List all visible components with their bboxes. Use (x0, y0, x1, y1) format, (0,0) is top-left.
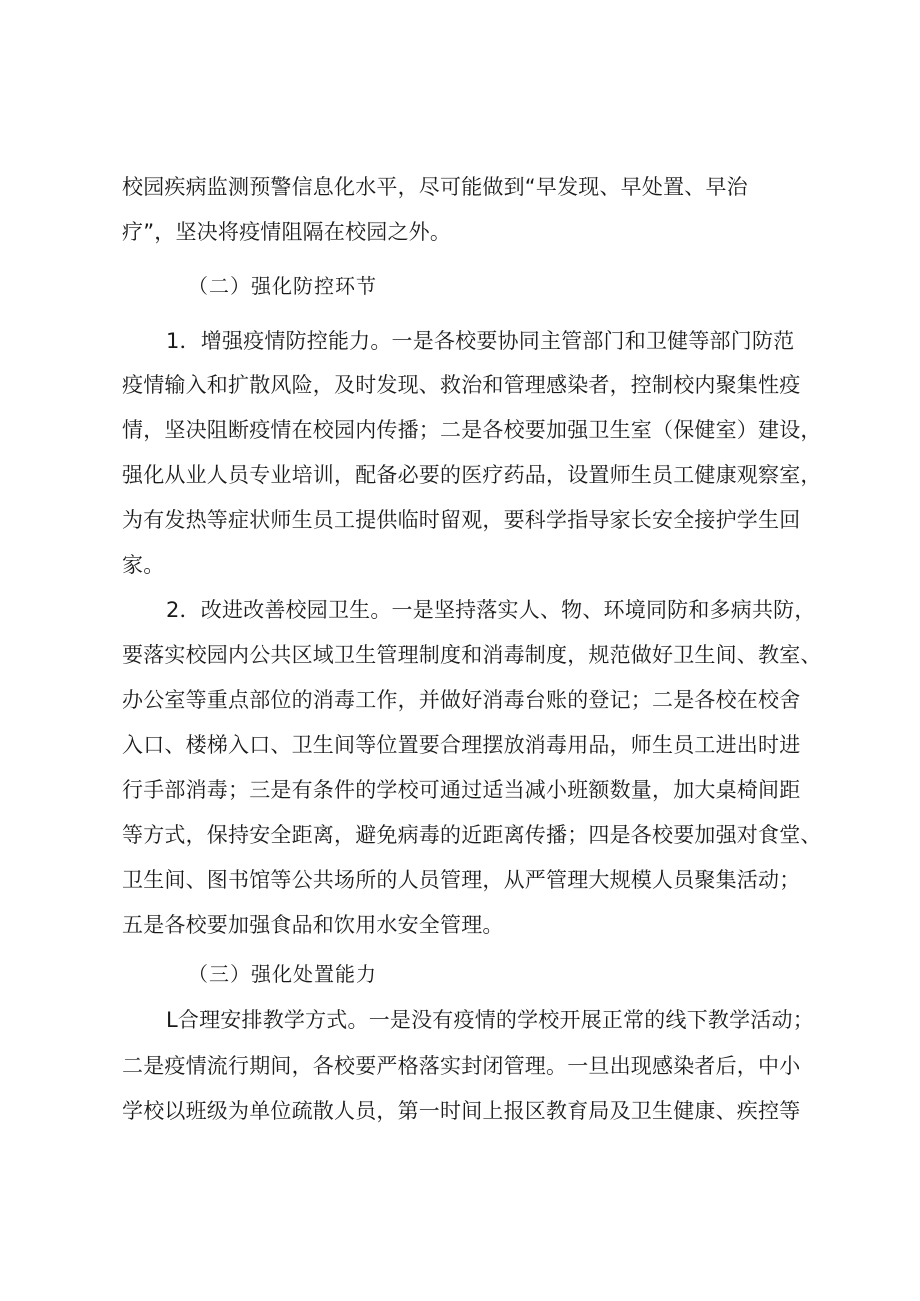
paragraph-line: 情，坚决阻断疫情在校园内传播；二是各校要加强卫生室（保健室）建设， (122, 418, 822, 442)
paragraph-line: 入口、楼梯入口、卫生间等位置要合理摆放消毒用品，师生员工进出时进 (122, 733, 801, 757)
paragraph-line: 1．增强疫情防控能力。一是各校要协同主管部门和卫健等部门防范 (166, 329, 795, 353)
paragraph-line: 家。 (122, 553, 165, 577)
paragraph-line: 强化从业人员专业培训，配备必要的医疗药品，设置师生员工健康观察室， (122, 463, 822, 487)
paragraph-line: 等方式，保持安全距离，避免病毒的近距离传播；四是各校要加强对食堂、 (122, 823, 822, 847)
paragraph-line: L合理安排教学方式。一是没有疫情的学校开展正常的线下教学活动； (166, 1008, 814, 1032)
paragraph-line: 校园疾病监测预警信息化水平，尽可能做到“早发现、早处置、早治 (122, 175, 748, 199)
paragraph-line: 卫生间、图书馆等公共场所的人员管理，从严管理大规模人员聚集活动； (122, 868, 801, 892)
section-heading: （二）强化防控环节 (188, 274, 377, 298)
section-heading: （三）强化处置能力 (188, 962, 377, 986)
paragraph-line: 行手部消毒；三是有条件的学校可通过适当减小班额数量，加大桌椅间距 (122, 778, 801, 802)
paragraph-line: 疗”，坚决将疫情阻隔在校园之外。 (122, 220, 452, 244)
paragraph-line: 要落实校园内公共区域卫生管理制度和消毒制度，规范做好卫生间、教室、 (122, 643, 822, 667)
paragraph-line: 办公室等重点部位的消毒工作，并做好消毒台账的登记；二是各校在校舍 (122, 688, 801, 712)
paragraph-line: 五是各校要加强食品和饮用水安全管理。 (122, 913, 504, 937)
paragraph-line: 为有发热等症状师生员工提供临时留观，要科学指导家长安全接护学生回 (122, 508, 801, 532)
paragraph-line: 2．改进改善校园卫生。一是坚持落实人、物、环境同防和多病共防， (166, 598, 816, 622)
paragraph-line: 疫情输入和扩散风险，及时发现、救治和管理感染者，控制校内聚集性疫 (122, 373, 801, 397)
paragraph-line: 二是疫情流行期间，各校要严格落实封闭管理。一旦出现感染者后，中小 (122, 1054, 801, 1078)
paragraph-line: 学校以班级为单位疏散人员，第一时间上报区教育局及卫生健康、疾控等 (122, 1099, 801, 1123)
